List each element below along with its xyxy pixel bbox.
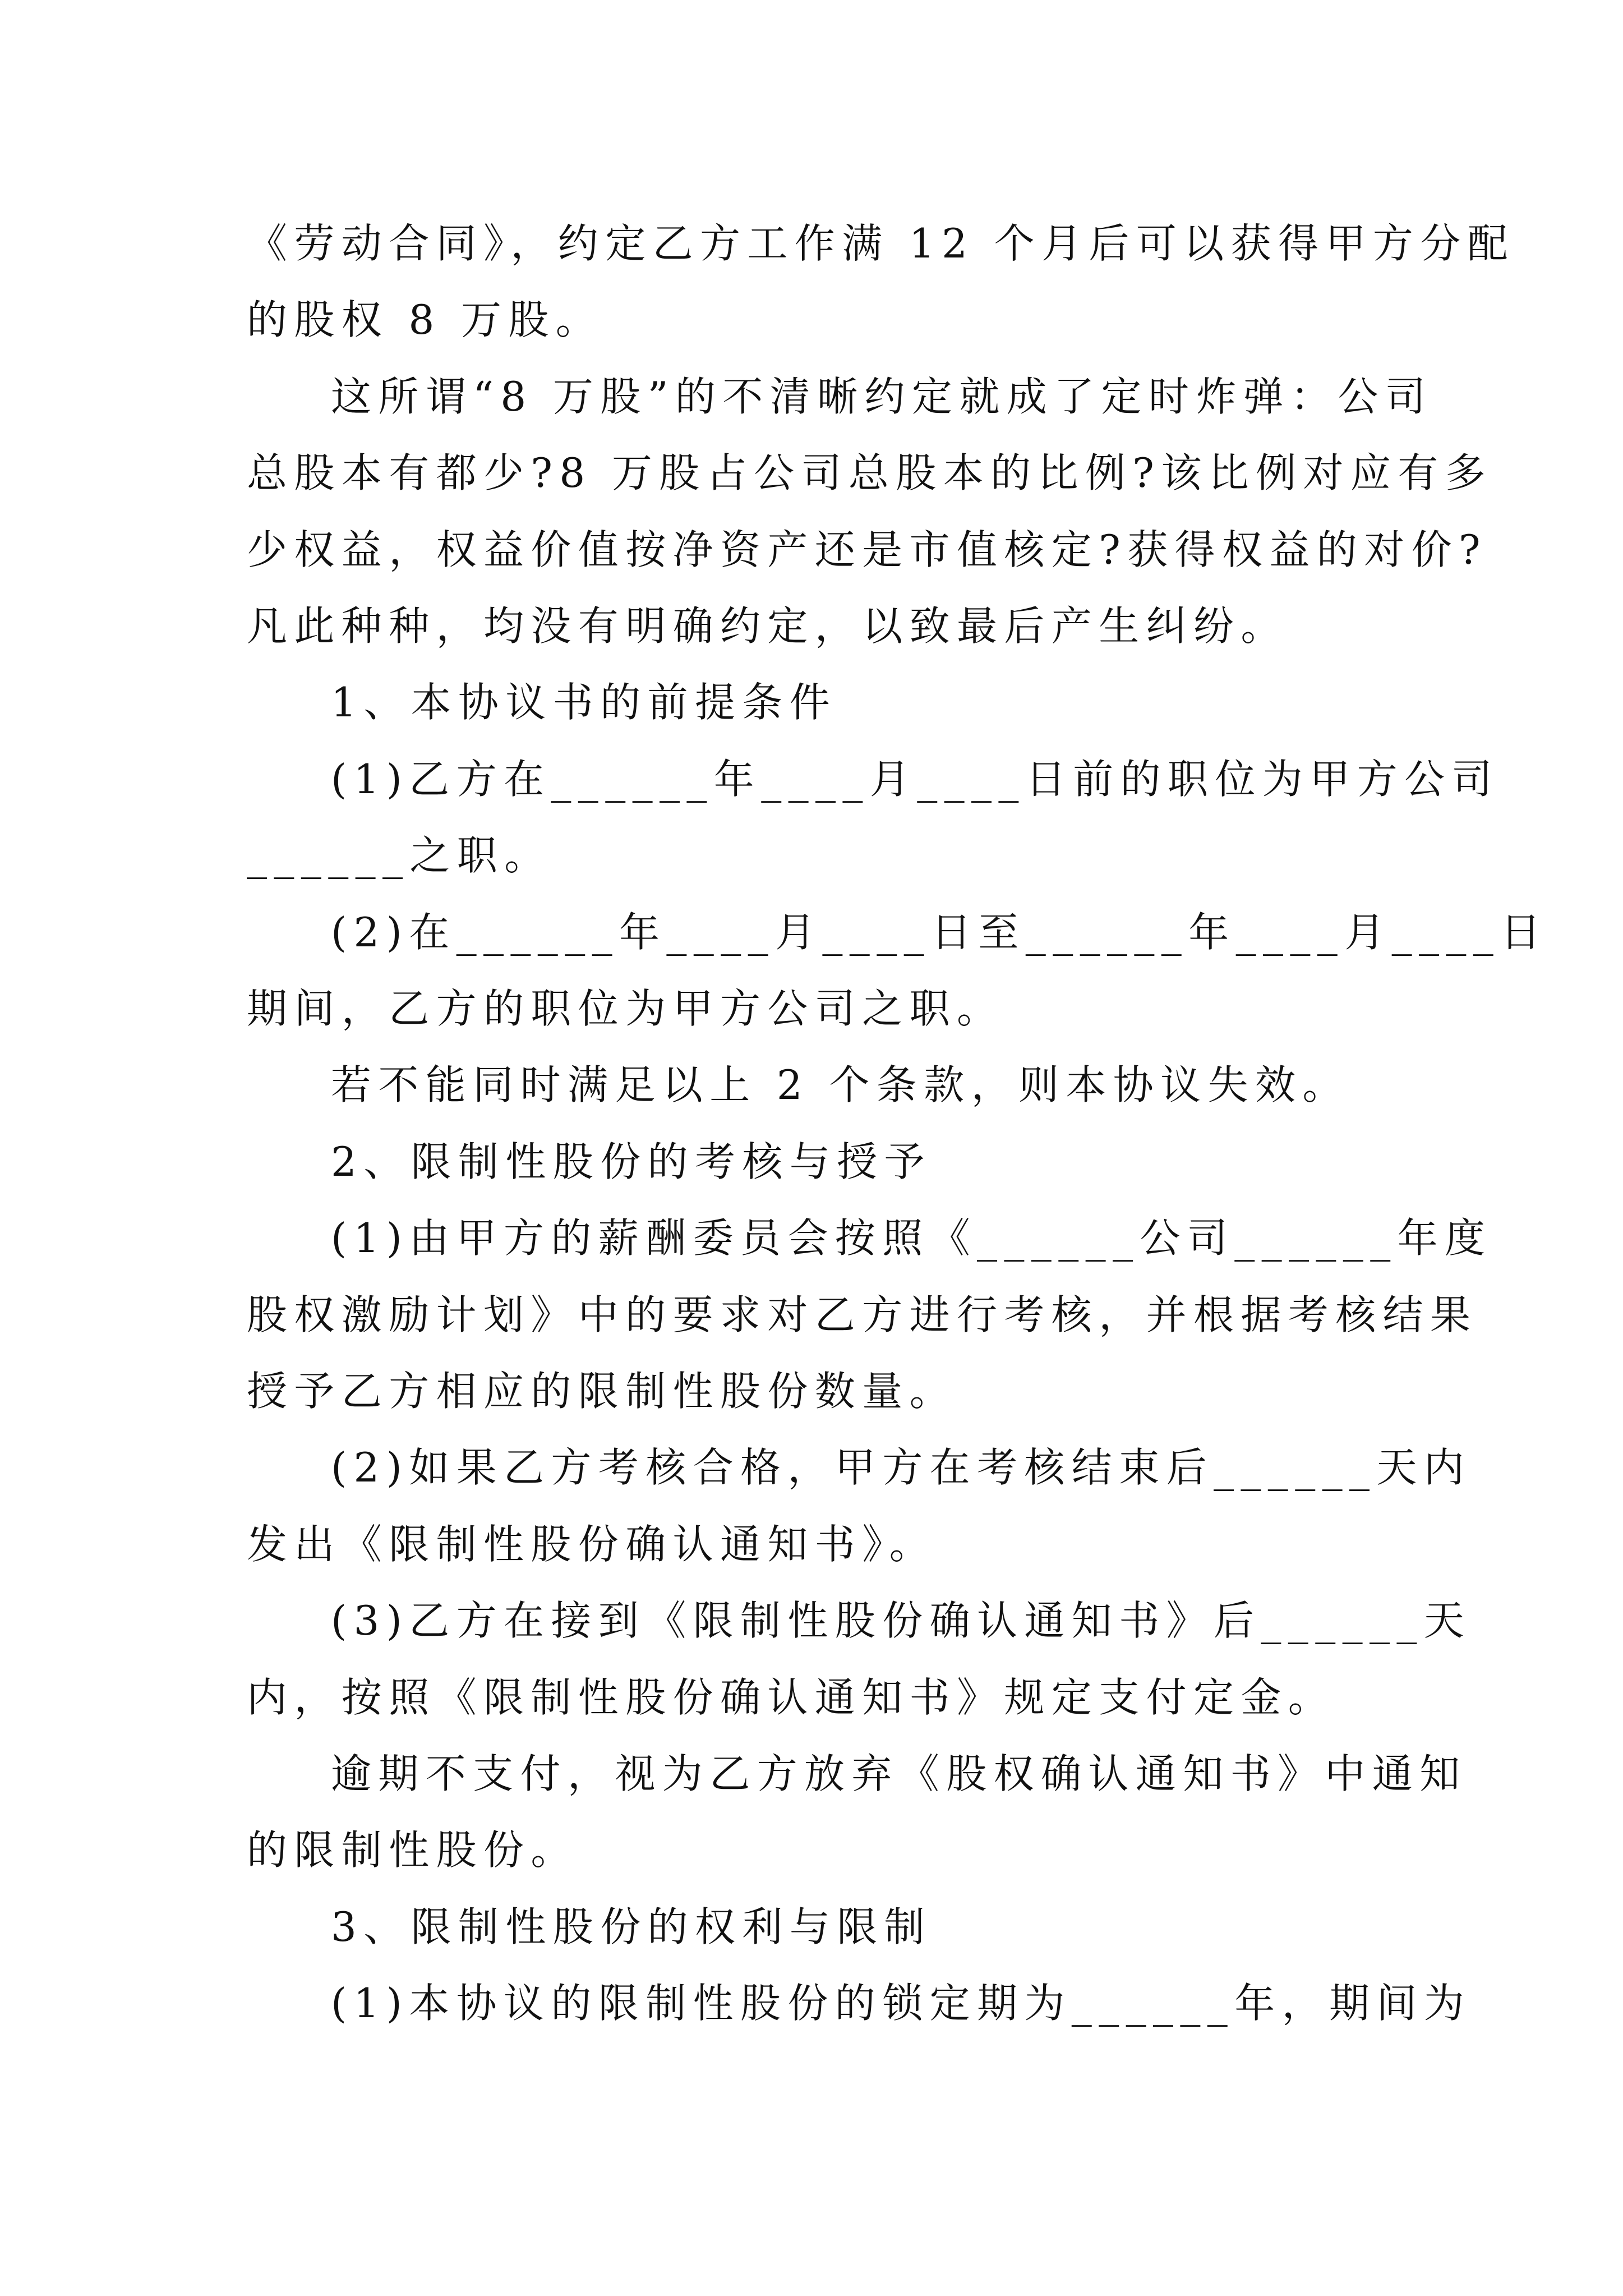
text-line: 《劳动合同》，约定乙方工作满 12 个月后可以获得甲方分配 <box>247 220 1515 267</box>
text-line: (2)如果乙方考核合格，甲方在考核结束后______天内 <box>331 1444 1472 1491</box>
text-line: 期间，乙方的职位为甲方公司之职。 <box>247 985 1004 1032</box>
text-line: 股权激励计划》中的要求对乙方进行考核，并根据考核结果 <box>247 1291 1478 1338</box>
text-line: 凡此种种，均没有明确约定，以致最后产生纠纷。 <box>247 602 1288 650</box>
text-line: 内，按照《限制性股份确认通知书》规定支付定金。 <box>247 1674 1336 1721</box>
text-line: (1)乙方在______年____月____日前的职位为甲方公司 <box>331 756 1499 803</box>
text-line: 3、限制性股份的权利与限制 <box>331 1903 932 1950</box>
text-line: 1、本协议书的前提条件 <box>331 679 837 726</box>
text-line: (3)乙方在接到《限制性股份确认通知书》后______天 <box>331 1597 1472 1644</box>
text-line: 总股本有都少?8 万股占公司总股本的比例?该比例对应有多 <box>247 449 1493 496</box>
text-line: (1)本协议的限制性股份的锁定期为______年，期间为 <box>331 1980 1472 2027</box>
text-line: ______之职。 <box>247 832 552 879</box>
text-line: 少权益，权益价值按净资产还是市值核定?获得权益的对价? <box>247 526 1488 573</box>
text-line: 逾期不支付，视为乙方放弃《股权确认通知书》中通知 <box>331 1750 1467 1797</box>
text-line: 2、限制性股份的考核与授予 <box>331 1138 932 1185</box>
text-line: 的股权 8 万股。 <box>247 296 603 343</box>
text-line: 的限制性股份。 <box>247 1826 578 1874</box>
text-line: 授予乙方相应的限制性股份数量。 <box>247 1368 957 1415</box>
text-line: 若不能同时满足以上 2 个条款，则本协议失效。 <box>331 1061 1350 1108</box>
text-line: (2)在______年____月____日至______年____月____日 <box>331 909 1548 956</box>
text-line: 发出《限制性股份确认通知书》。 <box>247 1521 937 1568</box>
text-line: 这所谓“8 万股”的不清晰约定就成了定时炸弹：公司 <box>331 373 1433 420</box>
text-line: (1)由甲方的薪酬委员会按照《______公司______年度 <box>331 1214 1492 1262</box>
